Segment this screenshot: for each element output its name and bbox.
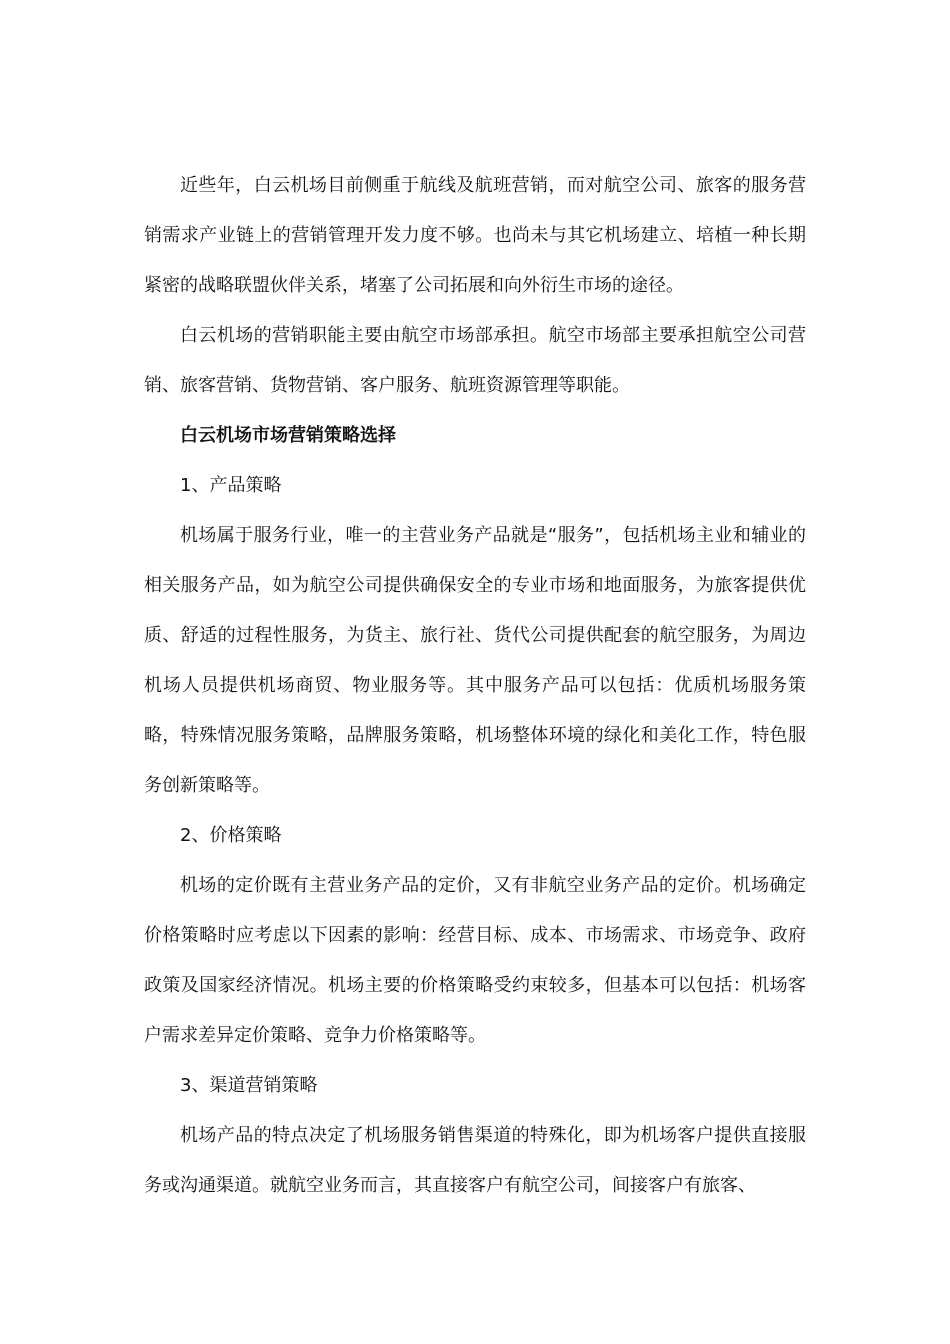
document-body: [144, 161, 806, 1211]
channel-strategy-title: 3、渠道营销策略: [180, 1075, 318, 1096]
section-heading: 白云机场市场营销策略选择: [180, 425, 396, 446]
paragraph-marketing-functions: 白云机场的营销职能主要由航空市场部承担。航空市场部主要承担航空公司营销、旅客营销、货物营销、客户服务、航班资源管理等职能。: [144, 325, 806, 396]
paragraph-marketing-overview: 近些年，白云机场目前侧重于航线及航班营销，而对航空公司、旅客的服务营销需求产业链上的营销管理开发力度不够。也尚未与其它机场建立、培植一种长期紧密的战略联盟伙伴关系，堵塞了公司拓展和向外衍生市场的途径。: [144, 175, 806, 296]
price-strategy-title: 2、价格策略: [180, 825, 282, 846]
product-strategy-body: 机场属于服务行业，唯一的主营业务产品就是“服务”，包括机场主业和辅业的相关服务产品，如为航空公司提供确保安全的专业市场和地面服务，为旅客提供优质、舒适的过程性服务，为货主、旅行社、货代公司提供配套的航空服务，为周边机场人员提供机场商贸、物业服务等。其中服务产品可以包括：优质机场服务策略，特殊情况服务策略，品牌服务策略，机场整体环境的绿化和美化工作，特色服务创新策略等。: [144, 525, 806, 796]
price-strategy-body: 机场的定价既有主营业务产品的定价，又有非航空业务产品的定价。机场确定价格策略时应考虑以下因素的影响：经营目标、成本、市场需求、市场竞争、政府政策及国家经济情况。机场主要的价格策略受约束较多，但基本可以包括：机场客户需求差异定价策略、竞争力价格策略等。: [144, 875, 806, 1046]
product-strategy-title: 1、产品策略: [180, 475, 282, 496]
channel-strategy-body: 机场产品的特点决定了机场服务销售渠道的特殊化，即为机场客户提供直接服务或沟通渠道。就航空业务而言，其直接客户有航空公司，间接客户有旅客、: [144, 1125, 806, 1196]
